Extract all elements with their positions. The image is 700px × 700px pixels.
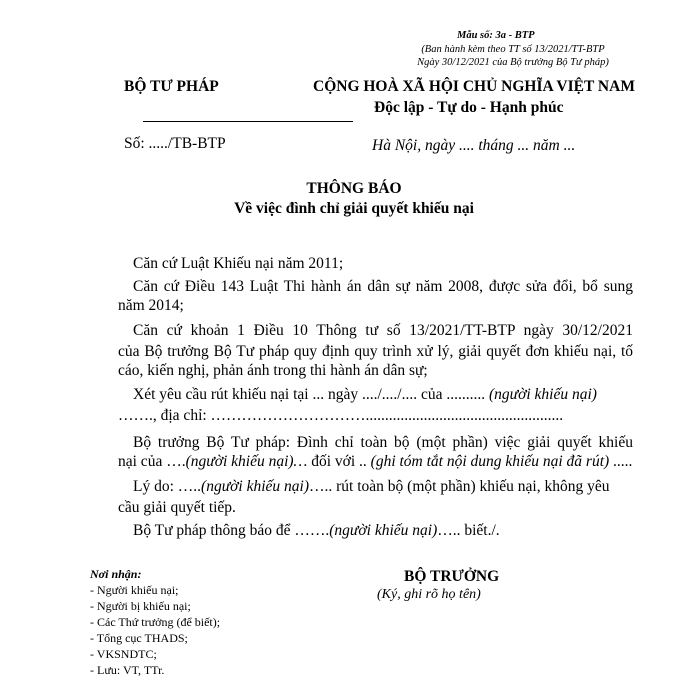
signature-note: (Ký, ghi rõ họ tên) <box>377 587 481 602</box>
paragraph-legal-basis-2-line-2: năm 2014; <box>118 297 184 314</box>
complainant-placeholder: (người khiếu nại)… <box>185 453 308 470</box>
paragraph-reason-line-2: cầu giải quyết tiếp. <box>118 499 236 516</box>
consider-text: Xét yêu cầu rút khiếu nại tại ... ngày ..../..../.... của .......... <box>133 386 489 403</box>
place-date: Hà Nội, ngày .... tháng ... năm ... <box>372 137 576 154</box>
document-subject: Về việc đình chỉ giải quyết khiếu nại <box>234 200 474 217</box>
complaint-summary-placeholder: (ghi tóm tắt nội dung khiếu nại đã rút) <box>370 453 610 470</box>
paragraph-decision-line-1: Bộ trưởng Bộ Tư pháp: Đình chỉ toàn bộ (một phần) việc giải quyết khiếu <box>133 434 633 451</box>
signature-title: BỘ TRƯỞNG <box>404 568 500 585</box>
complainant-placeholder: (người khiếu nại) <box>329 522 438 539</box>
country-name: CỘNG HOÀ XÃ HỘI CHỦ NGHĨA VIỆT NAM <box>313 78 635 95</box>
recipients-title: Nơi nhận: <box>90 567 142 581</box>
paragraph-consider-line-2: ……., địa chỉ: …………………………................................................... <box>118 407 564 424</box>
document-title: THÔNG BÁO <box>306 180 402 197</box>
paragraph-legal-basis-1: Căn cứ Luật Khiếu nại năm 2011; <box>133 255 344 272</box>
agency-name: BỘ TƯ PHÁP <box>124 78 219 95</box>
paragraph-legal-basis-3-line-2: của Bộ trưởng Bộ Tư pháp quy định quy trình xử lý, giải quyết đơn khiếu nại, tố <box>118 343 633 360</box>
decision-text-b: đối với .. <box>307 453 371 470</box>
paragraph-notice <box>133 522 500 540</box>
paragraph-consider-line-1 <box>133 386 597 404</box>
document-number: Số: ...../TB-BTP <box>124 135 226 152</box>
recipient-item: - Tổng cục THADS; <box>90 631 188 645</box>
reason-text-b: ….. rút toàn bộ (một phần) khiếu nại, không yêu <box>309 478 610 495</box>
notice-text-b: ….. biết./. <box>437 522 500 539</box>
paragraph-legal-basis-3-line-1: Căn cứ khoản 1 Điều 10 Thông tư số 13/2021/TT-BTP ngày 30/12/2021 <box>133 322 633 339</box>
issued-note-line-1: (Ban hành kèm theo TT số 13/2021/TT-BTP <box>421 44 605 55</box>
agency-underline <box>143 121 353 122</box>
recipient-item: - Lưu: VT, TTr. <box>90 663 165 677</box>
motto: Độc lập - Tự do - Hạnh phúc <box>374 99 564 116</box>
reason-text-a: Lý do: ….. <box>133 478 202 495</box>
paragraph-legal-basis-2-line-1: Căn cứ Điều 143 Luật Thi hành án dân sự năm 2008, được sửa đổi, bổ sung <box>133 278 633 295</box>
complainant-placeholder: (người khiếu nại) <box>201 478 310 495</box>
recipient-item: - Người khiếu nại; <box>90 583 179 597</box>
paragraph-legal-basis-3-line-3: cáo, kiến nghị, phản ánh trong thi hành án dân sự; <box>118 362 428 379</box>
recipient-item: - VKSNDTC; <box>90 647 157 661</box>
paragraph-decision-line-2 <box>118 453 632 471</box>
form-code: Mẫu số: 3a - BTP <box>457 30 535 41</box>
complainant-placeholder: (người khiếu nại) <box>488 386 597 403</box>
recipient-item: - Các Thứ trưởng (để biết); <box>90 615 221 629</box>
notice-text-a: Bộ Tư pháp thông báo để ……. <box>133 522 330 539</box>
paragraph-reason-line-1 <box>133 478 610 496</box>
issued-note-line-2: Ngày 30/12/2021 của Bộ trưởng Bộ Tư pháp) <box>417 57 609 68</box>
recipient-item: - Người bị khiếu nại; <box>90 599 191 613</box>
decision-text-c: ..... <box>609 453 633 470</box>
decision-text-a: nại của …. <box>118 453 186 470</box>
